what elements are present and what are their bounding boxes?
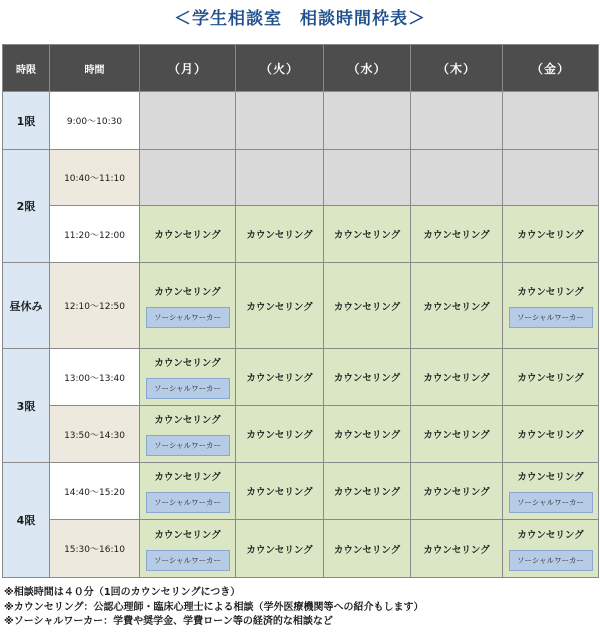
row-period-1 — [3, 92, 599, 150]
slot-cell — [503, 349, 599, 406]
row-period-3b — [3, 406, 599, 463]
slot-cell — [140, 263, 236, 349]
counseling-label: カウンセリング — [246, 487, 313, 498]
counseling-label: カウンセリング — [154, 286, 221, 298]
slot-cell — [411, 520, 503, 578]
counseling-label: カウンセリング — [517, 286, 584, 298]
empty-slot — [411, 92, 503, 150]
slot-cell — [140, 463, 236, 520]
social-worker-badge: ソーシャルワーカー — [146, 435, 230, 456]
counseling-label: カウンセリング — [246, 373, 313, 384]
row-period-4b — [3, 520, 599, 578]
slot-cell — [324, 520, 411, 578]
schedule-table — [2, 44, 599, 578]
counseling-label: カウンセリング — [423, 430, 490, 441]
counseling-label: カウンセリング — [246, 230, 313, 241]
time-cell: 14:40〜15:20 — [50, 463, 140, 520]
time-cell: 11:20〜12:00 — [50, 206, 140, 263]
header-time: 時間 — [50, 45, 140, 92]
counseling-label: カウンセリング — [333, 230, 401, 241]
slot-cell — [236, 349, 324, 406]
header-tue: （火） — [236, 45, 324, 92]
slot-cell — [324, 463, 411, 520]
social-worker-badge: ソーシャルワーカー — [509, 550, 593, 571]
slot-cell — [236, 520, 324, 578]
slot-cell — [140, 520, 236, 578]
counseling-label: カウンセリング — [154, 230, 221, 241]
counseling-label: カウンセリング — [333, 487, 401, 498]
slot-cell — [140, 406, 236, 463]
social-worker-badge: ソーシャルワーカー — [146, 378, 230, 399]
slot-cell — [411, 349, 503, 406]
header-thu: （木） — [411, 45, 503, 92]
slot-cell — [324, 406, 411, 463]
empty-slot — [503, 92, 599, 150]
counseling-label: カウンセリング — [423, 373, 490, 384]
counseling-label: カウンセリング — [423, 230, 490, 241]
slot-cell — [324, 206, 411, 263]
slot-cell — [503, 263, 599, 349]
counseling-label: カウンセリング — [517, 430, 584, 441]
notes — [4, 586, 424, 630]
slot-cell — [140, 349, 236, 406]
header-period: 時限 — [3, 45, 50, 92]
slot-cell — [236, 406, 324, 463]
row-period-2b — [3, 206, 599, 263]
counseling-label: カウンセリング — [154, 529, 221, 541]
note-social-worker: ※ソーシャルワーカー：学費や奨学金、学費ローン等の経済的な相談など — [4, 616, 333, 627]
empty-slot — [503, 150, 599, 206]
slot-cell — [236, 463, 324, 520]
time-cell: 12:10〜12:50 — [50, 263, 140, 349]
row-period-2a — [3, 150, 599, 206]
slot-cell — [236, 206, 324, 263]
counseling-label: カウンセリング — [517, 472, 584, 483]
row-period-3a — [3, 349, 599, 406]
counseling-label: カウンセリング — [423, 301, 490, 313]
social-worker-badge: ソーシャルワーカー — [146, 307, 230, 328]
empty-slot — [324, 150, 411, 206]
header-fri: （金） — [503, 45, 599, 92]
slot-cell — [411, 263, 503, 349]
counseling-label: カウンセリング — [333, 373, 401, 384]
time-cell: 15:30〜16:10 — [50, 520, 140, 578]
social-worker-badge: ソーシャルワーカー — [146, 550, 230, 571]
counseling-label: カウンセリング — [423, 487, 490, 498]
period-cell: 4限 — [3, 463, 50, 578]
slot-cell — [324, 263, 411, 349]
empty-slot — [236, 92, 324, 150]
counseling-label: カウンセリング — [246, 544, 313, 556]
counseling-label: カウンセリング — [517, 230, 584, 241]
counseling-label: カウンセリング — [154, 415, 221, 426]
slot-cell — [324, 349, 411, 406]
header-mon: （月） — [140, 45, 236, 92]
counseling-label: カウンセリング — [246, 430, 313, 441]
note-counseling: ※カウンセリング：公認心理師・臨床心理士による相談（学外医療機関等への紹介もします） — [4, 601, 424, 613]
header-row — [3, 45, 599, 92]
period-cell: 1限 — [3, 92, 50, 150]
empty-slot — [411, 150, 503, 206]
slot-cell — [503, 463, 599, 520]
empty-slot — [140, 150, 236, 206]
slot-cell — [236, 263, 324, 349]
social-worker-badge: ソーシャルワーカー — [509, 307, 593, 328]
social-worker-badge: ソーシャルワーカー — [146, 492, 230, 513]
slot-cell — [140, 206, 236, 263]
social-worker-badge: ソーシャルワーカー — [509, 492, 593, 513]
period-cell: 昼休み — [3, 263, 50, 349]
slot-cell — [411, 406, 503, 463]
row-lunch — [3, 263, 599, 349]
time-cell: 13:50〜14:30 — [50, 406, 140, 463]
slot-cell — [503, 406, 599, 463]
row-period-4a — [3, 463, 599, 520]
empty-slot — [236, 150, 324, 206]
slot-cell — [503, 520, 599, 578]
counseling-label: カウンセリング — [333, 301, 401, 313]
counseling-label: カウンセリング — [154, 472, 221, 483]
counseling-label: カウンセリング — [333, 430, 401, 441]
header-wed: （水） — [324, 45, 411, 92]
counseling-label: カウンセリング — [517, 373, 584, 384]
slot-cell — [503, 206, 599, 263]
period-cell: 2限 — [3, 150, 50, 263]
empty-slot — [140, 92, 236, 150]
note-duration: ※相談時間は４０分（1回のカウンセリングにつき） — [4, 587, 241, 598]
counseling-label: カウンセリング — [333, 544, 401, 556]
counseling-label: カウンセリング — [154, 358, 221, 369]
time-cell: 10:40〜11:10 — [50, 150, 140, 206]
time-cell: 9:00〜10:30 — [50, 92, 140, 150]
counseling-label: カウンセリング — [517, 529, 584, 541]
period-cell: 3限 — [3, 349, 50, 463]
counseling-label: カウンセリング — [423, 544, 490, 556]
slot-cell — [411, 463, 503, 520]
counseling-label: カウンセリング — [246, 301, 313, 313]
slot-cell — [411, 206, 503, 263]
page-title: ＜学生相談室 相談時間枠表＞ — [174, 9, 426, 29]
empty-slot — [324, 92, 411, 150]
time-cell: 13:00〜13:40 — [50, 349, 140, 406]
